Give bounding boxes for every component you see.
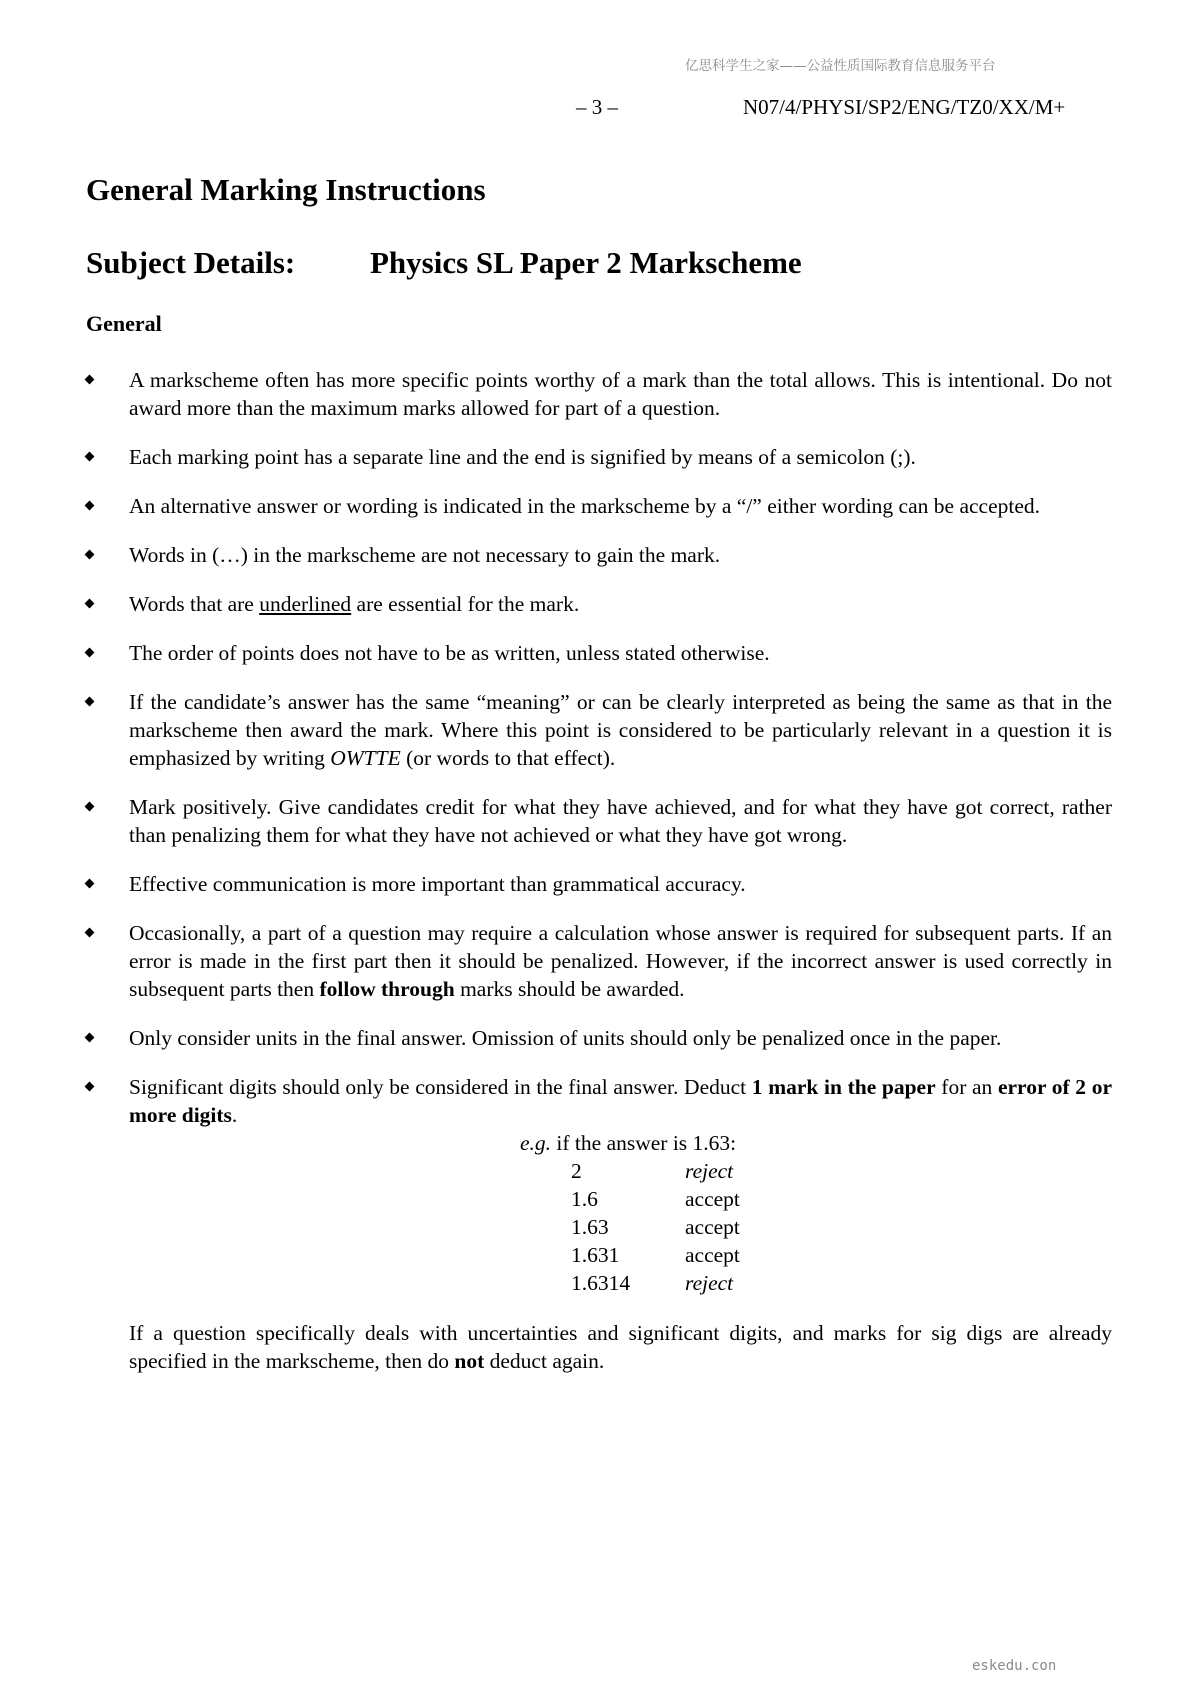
- example-row: [86, 1269, 1112, 1297]
- example-verdict: accept: [685, 1243, 740, 1267]
- instruction-text: [129, 590, 1112, 618]
- example-verdict: reject: [685, 1271, 734, 1295]
- text-run: Occasionally, a part of a question may require a calculation whose answer is required for subsequent parts. If an error is made in the first part then it should be penalized. However, if the incorrect answer is used correctly in subsequent parts then: [129, 921, 1112, 1001]
- diamond-bullet-icon: [85, 501, 95, 511]
- instruction-item: [86, 366, 1112, 422]
- text-run: for an: [935, 1075, 998, 1099]
- text-run: If a question specifically deals with uncertainties and significant digits, and marks for sig digs are already specified in the markscheme, then do: [129, 1321, 1112, 1373]
- text-run: (or words to that effect).: [400, 746, 616, 770]
- diamond-bullet-icon: [85, 550, 95, 560]
- text-run: A markscheme often has more specific points worthy of a mark than the total allows. This is intentional. Do not award more than the maximum marks allowed for part of a question.: [129, 368, 1112, 420]
- text-run: marks should be awarded.: [454, 977, 685, 1001]
- diamond-bullet-icon: [85, 452, 95, 462]
- diamond-bullet-icon: [85, 1082, 95, 1092]
- example-intro-abbrev: e.g.: [520, 1131, 552, 1155]
- instruction-item: [86, 793, 1112, 849]
- text-run: Significant digits should only be considered in the final answer. Deduct: [129, 1075, 752, 1099]
- instruction-text: [129, 443, 1112, 471]
- instruction-text: [129, 793, 1112, 849]
- text-run: Each marking point has a separate line and the end is signified by means of a semicolon (;).: [129, 445, 916, 469]
- sig-digits-example: [86, 1129, 1112, 1297]
- section-heading-general: General: [86, 311, 162, 336]
- text-run: deduct again.: [484, 1349, 605, 1373]
- example-row: [86, 1213, 1112, 1241]
- example-value: 2: [571, 1159, 582, 1183]
- diamond-bullet-icon: [85, 697, 95, 707]
- example-intro: [86, 1129, 1112, 1157]
- instruction-text: [129, 366, 1112, 422]
- page-number: – 3 –: [576, 95, 618, 119]
- emphasis-text: OWTTE: [330, 746, 401, 770]
- emphasis-text: error of 2 or more digits: [129, 1075, 1112, 1127]
- watermark-bottom: eskedu.con: [972, 1658, 1057, 1674]
- instruction-text: [129, 492, 1112, 520]
- instruction-text: [129, 870, 1112, 898]
- text-run: .: [231, 1103, 238, 1127]
- instruction-text: [129, 541, 1112, 569]
- instruction-item: [86, 688, 1112, 772]
- diamond-bullet-icon: [85, 599, 95, 609]
- closing-paragraph: [86, 1319, 1112, 1375]
- instruction-item: [86, 639, 1112, 667]
- diamond-bullet-icon: [85, 648, 95, 658]
- example-row: [86, 1241, 1112, 1269]
- page-title: General Marking Instructions: [86, 172, 486, 207]
- text-run: Only consider units in the final answer. Omission of units should only be penalized once in the paper.: [129, 1026, 1002, 1050]
- example-row: [86, 1185, 1112, 1213]
- instruction-item: [86, 541, 1112, 569]
- instruction-item: [86, 590, 1112, 618]
- emphasis-text: not: [454, 1349, 485, 1373]
- instruction-text: [129, 688, 1112, 772]
- text-run: Words in (…) in the markscheme are not necessary to gain the mark.: [129, 543, 721, 567]
- example-value: 1.6: [571, 1187, 598, 1211]
- instruction-item: [86, 492, 1112, 520]
- instruction-list: [86, 366, 1112, 1375]
- instruction-text: [129, 1024, 1112, 1052]
- instruction-text: [129, 919, 1112, 1003]
- emphasis-text: underlined: [259, 592, 352, 616]
- example-intro-text: if the answer is 1.63:: [551, 1131, 737, 1155]
- example-verdict: accept: [685, 1187, 740, 1211]
- diamond-bullet-icon: [85, 802, 95, 812]
- document-code: N07/4/PHYSI/SP2/ENG/TZ0/XX/M+: [743, 95, 1066, 119]
- subject-value: Physics SL Paper 2 Markscheme: [370, 245, 802, 280]
- text-run: Effective communication is more important than grammatical accuracy.: [129, 872, 746, 896]
- example-value: 1.63: [571, 1215, 609, 1239]
- example-verdict: reject: [685, 1159, 734, 1183]
- instruction-item: [86, 1024, 1112, 1052]
- example-verdict: accept: [685, 1215, 740, 1239]
- text-run: If the candidate’s answer has the same “meaning” or can be clearly interpreted as being the same as that in the markscheme then award the mark. Where this point is considered to be particularly relevant in a question it is emphasized by writing: [129, 690, 1112, 770]
- diamond-bullet-icon: [85, 879, 95, 889]
- instruction-item: [86, 919, 1112, 1003]
- diamond-bullet-icon: [85, 375, 95, 385]
- emphasis-text: 1 mark in the paper: [751, 1075, 936, 1099]
- text-run: The order of points does not have to be as written, unless stated otherwise.: [129, 641, 770, 665]
- diamond-bullet-icon: [85, 928, 95, 938]
- closing-text: [129, 1321, 1112, 1373]
- instruction-text: [129, 1073, 1112, 1129]
- example-row: [86, 1157, 1112, 1185]
- example-value: 1.6314: [571, 1271, 631, 1295]
- instruction-text: [129, 639, 1112, 667]
- instruction-item: [86, 1073, 1112, 1129]
- subject-label: Subject Details:: [86, 245, 296, 280]
- watermark-top: 亿思科学生之家——公益性质国际教育信息服务平台: [685, 58, 996, 74]
- example-value: 1.631: [571, 1243, 620, 1267]
- text-run: Mark positively. Give candidates credit for what they have achieved, and for what they have got correct, rather than penalizing them for what they have not achieved or what they have got wrong.: [129, 795, 1112, 847]
- diamond-bullet-icon: [85, 1033, 95, 1043]
- text-run: are essential for the mark.: [351, 592, 580, 616]
- emphasis-text: follow through: [319, 977, 455, 1001]
- text-run: Words that are: [129, 592, 260, 616]
- instruction-item: [86, 443, 1112, 471]
- instruction-item: [86, 870, 1112, 898]
- text-run: An alternative answer or wording is indicated in the markscheme by a “/” either wording can be accepted.: [129, 494, 1040, 518]
